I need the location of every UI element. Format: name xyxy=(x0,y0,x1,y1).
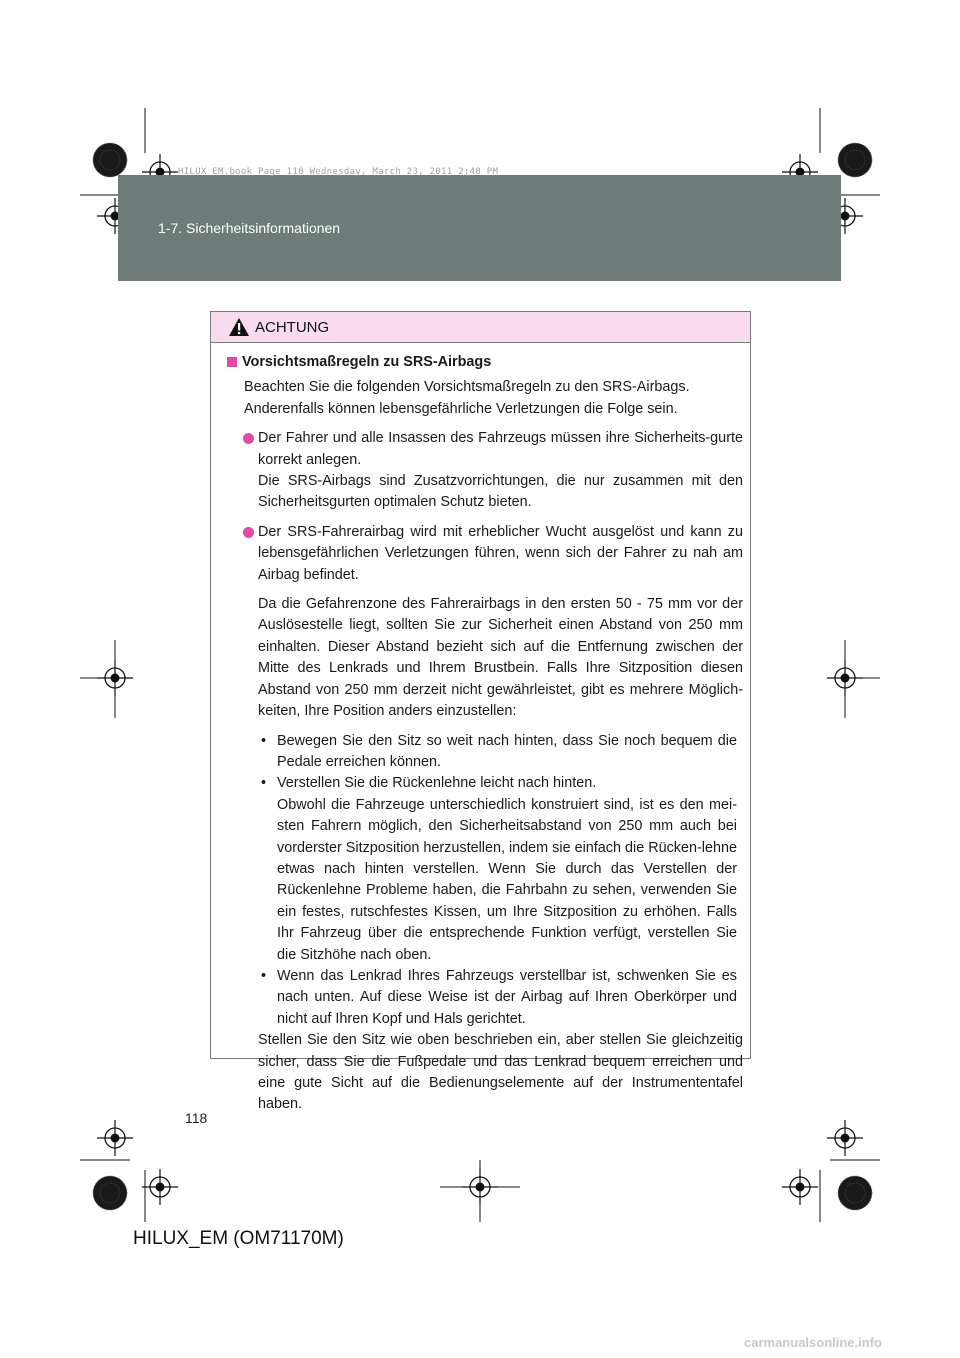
list-item xyxy=(258,773,743,966)
bullet1-text: Bewegen Sie den Sitz so weit nach hinten, dass Sie noch bequem die Pedale erreichen können. xyxy=(277,732,737,770)
list-item-seatbelts xyxy=(227,428,743,514)
section-title: 1-7. Sicherheitsinformationen xyxy=(158,220,341,236)
item2-text: Der SRS-Fahrerairbag wird mit erheblicher Wucht ausgelöst und kann zu lebensgefährlichen Verletzungen führen, wenn sich der Fahrer zu nah am Airbag befindet. xyxy=(258,523,743,583)
warning-label: ACHTUNG xyxy=(255,319,330,336)
book-stamp: HILUX_EM.book Page 118 Wednesday, March 23, 2011 2:48 PM xyxy=(178,167,499,177)
page-number: 118 xyxy=(185,1110,208,1126)
list-item-driver-airbag xyxy=(227,522,743,586)
distance-paragraph: Da die Gefahrenzone des Fahrerairbags in den ersten 50 - 75 mm vor der Auslösestelle liegt, sollten Sie zur Sicherheit einen Abstand von 250 mm einhalten. Dieser Abstand bezieht sich auf die Entfernung zwischen der Mitte des Lenkrads und Ihrem Brustbein. Falls Ihre Sitzposition diesen Abstand von 250 mm derzeit nicht gewährleistet, gibt es mehrere Möglich-keiten, Ihre Position anders einzustellen: xyxy=(258,596,743,720)
warning-box xyxy=(210,311,751,1113)
circle-bullet-icon xyxy=(243,527,254,538)
circle-bullet-icon xyxy=(243,433,254,444)
square-bullet-icon xyxy=(227,357,237,367)
adjustment-list xyxy=(227,731,743,1031)
bullet2-detail: Obwohl die Fahrzeuge unterschiedlich konstruiert sind, ist es den mei-sten Fahrern möglich, den Sicherheitsabstand von 250 mm auch bei vorderster Sitzposition herzustellen, indem sie einfach die Rücken-lehne etwas nach hinten verstellen. Wenn Sie durch das Verstellen der Rückenlehne Probleme haben, die Fahrbahn zu sehen, verwenden Sie ein festes, rutschfestes Kissen, um Ihre Sitzposition zu erhöhen. Falls Ihr Fahrzeug über die entsprechende Funktion verfügt, verstellen Sie die Sitzhöhe nach oben. xyxy=(277,796,737,963)
bullet-icon: • xyxy=(261,967,267,984)
bullet3-text: Wenn das Lenkrad Ihres Fahrzeugs verstellbar ist, schwenken Sie es nach unten. Auf diese Weise ist der Airbag auf Ihren Oberkörper und nicht auf Ihren Kopf und Hals gerichtet. xyxy=(277,967,737,1027)
final-paragraph: Stellen Sie den Sitz wie oben beschrieben ein, aber stellen Sie gleichzeitig sicher, dass Sie die Fußpedale und das Lenkrad bequem erreichen und eine gute Sicht auf die Bedienungselemente auf der Instrumententafel haben. xyxy=(258,1032,743,1113)
list-item xyxy=(258,731,743,774)
warning-triangle-icon xyxy=(228,317,250,337)
warning-heading xyxy=(227,352,743,373)
bullet-icon: • xyxy=(261,775,267,792)
item1-text: Der Fahrer und alle Insassen des Fahrzeugs müssen ihre Sicherheits-gurte korrekt anlegen. xyxy=(258,430,743,468)
intro-line-1: Beachten Sie die folgenden Vorsichtsmaßregeln zu den SRS-Airbags. xyxy=(244,379,690,396)
intro-paragraph xyxy=(227,377,743,420)
intro-line-2: Anderenfalls können lebensgefährliche Verletzungen die Folge sein. xyxy=(244,400,678,417)
item1-text-2: Die SRS-Airbags sind Zusatzvorrichtungen, die nur zusammen mit den Sicherheitsgurten optimalen Schutz bieten. xyxy=(258,473,743,511)
list-item xyxy=(258,966,743,1030)
warning-content xyxy=(211,344,750,1113)
warning-header xyxy=(211,312,750,343)
warning-heading-text: Vorsichtsmaßregeln zu SRS-Airbags xyxy=(242,354,492,370)
watermark: carmanualsonline.info xyxy=(744,1335,882,1350)
bullet-icon: • xyxy=(261,732,267,749)
bullet2-text: Verstellen Sie die Rückenlehne leicht nach hinten. xyxy=(277,775,597,792)
model-code: HILUX_EM (OM71170M) xyxy=(133,1228,344,1249)
